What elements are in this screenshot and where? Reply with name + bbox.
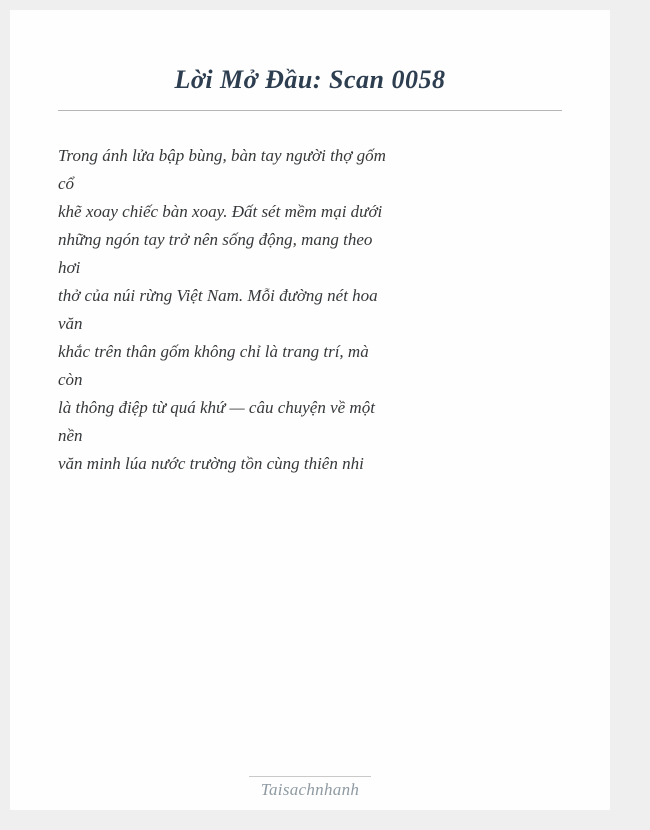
- body-line: khắc trên thân gốm không chỉ là trang trí, mà: [58, 342, 369, 361]
- document-page: [10, 10, 610, 810]
- body-line: khẽ xoay chiếc bàn xoay. Đất sét mềm mại dưới: [58, 202, 383, 221]
- body-line: văn: [58, 314, 83, 333]
- body-line: văn minh lúa nước trường tồn cùng thiên nhi: [58, 454, 364, 473]
- page-footer: [10, 776, 610, 800]
- body-line: là thông điệp từ quá khứ — câu chuyện về một: [58, 398, 375, 417]
- body-text: [58, 142, 562, 478]
- body-line: cổ: [58, 174, 75, 193]
- page-title: Lời Mở Đầu: Scan 0058: [174, 65, 446, 94]
- footer-divider: [249, 776, 371, 777]
- title-divider: [58, 110, 562, 111]
- body-line: Trong ánh lửa bập bùng, bàn tay người thợ gốm: [58, 146, 386, 165]
- body-line: còn: [58, 370, 83, 389]
- body-line: những ngón tay trở nên sống động, mang theo: [58, 230, 373, 249]
- footer-signature: Taisachnhanh: [260, 780, 360, 799]
- body-line: hơi: [58, 258, 81, 277]
- body-line: thở của núi rừng Việt Nam. Mỗi đường nét hoa: [58, 286, 378, 305]
- body-line: nền: [58, 426, 83, 445]
